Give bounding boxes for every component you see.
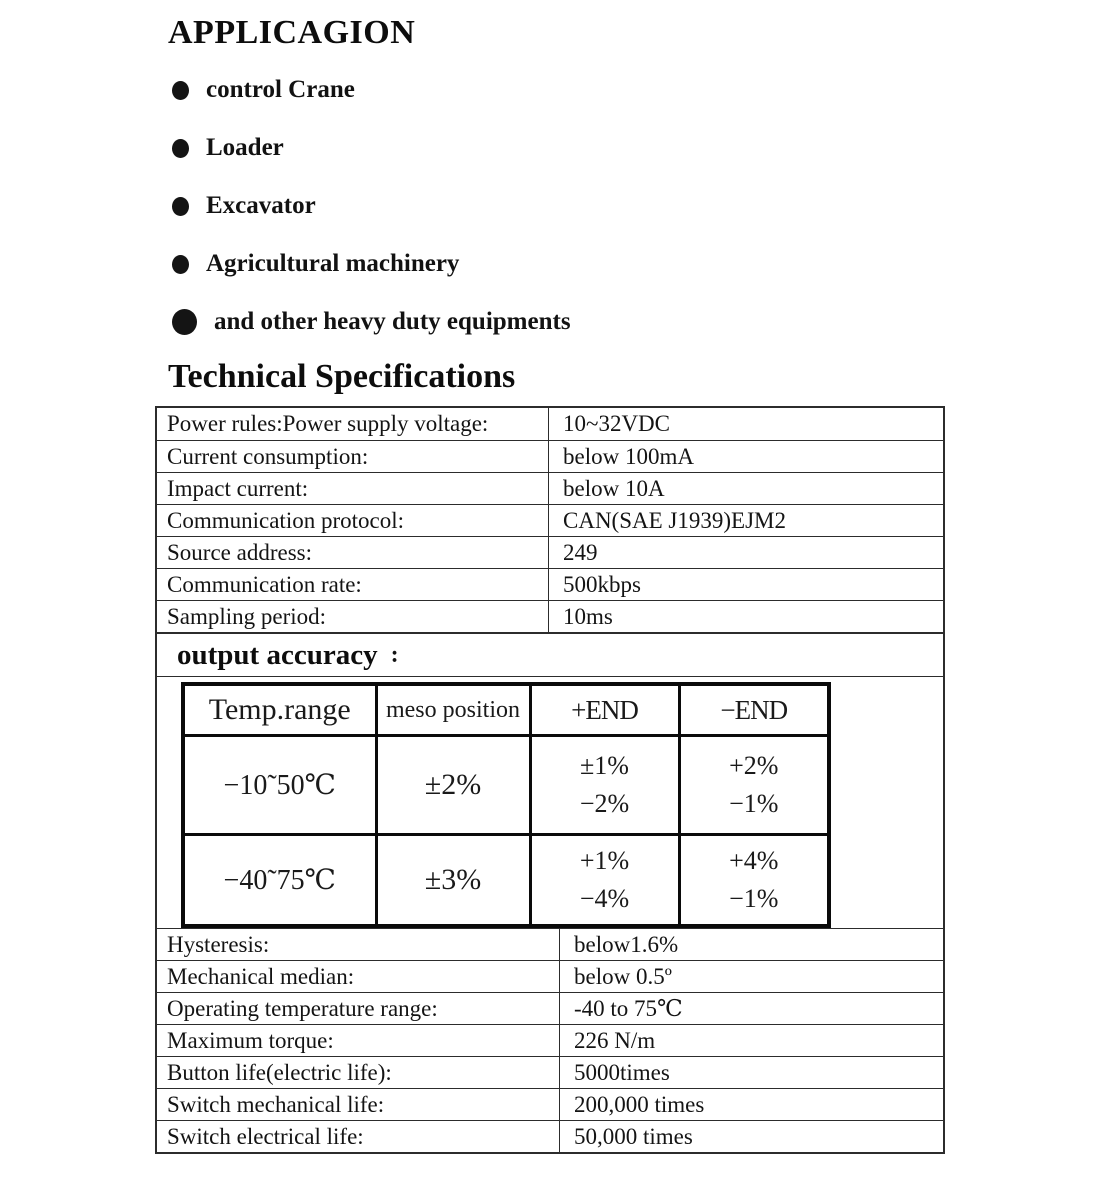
application-item: [172, 74, 1100, 106]
spec-row: [157, 960, 943, 992]
accuracy-temp-range-cell: −40˜75℃: [183, 835, 376, 927]
accuracy-meso-cell: ±2%: [376, 736, 530, 835]
spec-label: Hysteresis:: [157, 929, 560, 960]
application-item-label: Loader: [206, 134, 284, 161]
output-accuracy-colon: :: [390, 641, 399, 668]
spec-row: [157, 1024, 943, 1056]
application-item-label: control Crane: [206, 76, 355, 103]
accuracy-value-line: +4%: [729, 846, 779, 875]
spec-value: -40 to 75℃: [574, 995, 683, 1021]
spec-value: 249: [563, 539, 598, 565]
spec-value: 226 N/m: [574, 1027, 656, 1053]
spec-label: Source address:: [157, 537, 549, 568]
accuracy-minus-end-cell: [679, 835, 829, 927]
spec-value: below1.6%: [574, 931, 679, 957]
accuracy-value-line: −4%: [579, 884, 630, 913]
accuracy-value-line: −2%: [579, 789, 630, 818]
spec-row: [157, 1120, 943, 1152]
accuracy-temp-range-cell: −10˜50℃: [183, 736, 376, 835]
accuracy-data-row: [183, 835, 829, 927]
accuracy-value-line: −1%: [729, 789, 779, 818]
accuracy-value-line: +2%: [729, 751, 779, 780]
bullet-icon: [172, 255, 189, 274]
spec-value: below 100mA: [563, 443, 694, 469]
accuracy-table-row: [157, 676, 943, 928]
spec-row: [157, 600, 943, 632]
spec-value: CAN(SAE J1939)EJM2: [563, 507, 786, 533]
spec-label: Impact current:: [157, 473, 549, 504]
accuracy-plus-end-cell: [530, 835, 679, 927]
spec-row: [157, 928, 943, 960]
application-item-label: Excavator: [206, 192, 316, 219]
accuracy-header-minus-end: −END: [679, 684, 829, 736]
accuracy-header-temp-range: Temp.range: [183, 684, 376, 736]
spec-value: below 0.5º: [574, 963, 672, 989]
spec-label: Switch electrical life:: [157, 1121, 560, 1152]
section-title-technical-specifications: Technical Specifications: [168, 358, 516, 395]
accuracy-header-meso-position: meso position: [376, 684, 530, 736]
spec-value: 10~32VDC: [563, 411, 671, 436]
application-item: [172, 132, 1100, 164]
spec-label: Maximum torque:: [157, 1025, 560, 1056]
spec-label: Power rules:Power supply voltage:: [157, 408, 549, 440]
application-item: [172, 306, 1100, 338]
bullet-icon: [172, 197, 189, 216]
accuracy-value-line: ±1%: [580, 751, 629, 780]
spec-row: [157, 1088, 943, 1120]
spec-row: [157, 992, 943, 1024]
accuracy-table: [181, 682, 831, 928]
spec-value: below 10A: [563, 475, 665, 501]
accuracy-plus-end-cell: [530, 736, 679, 835]
application-item-label: and other heavy duty equipments: [214, 308, 571, 335]
accuracy-meso-cell: ±3%: [376, 835, 530, 927]
output-accuracy-row: [157, 632, 943, 676]
accuracy-value-line: −1%: [729, 884, 779, 913]
page-title: APPLICAGION: [168, 14, 416, 51]
spec-label: Sampling period:: [157, 601, 549, 632]
spec-label: Switch mechanical life:: [157, 1089, 560, 1120]
output-accuracy-heading: output accuracy: [177, 638, 378, 671]
bullet-icon: [172, 309, 197, 335]
spec-row: [157, 504, 943, 536]
spec-row: [157, 408, 943, 440]
spec-table: [155, 406, 945, 1154]
spec-value: 5000times: [574, 1059, 670, 1085]
accuracy-minus-end-cell: [679, 736, 829, 835]
application-item: [172, 190, 1100, 222]
bullet-icon: [172, 139, 189, 158]
spec-row: [157, 472, 943, 504]
spec-label: Button life(electric life):: [157, 1057, 560, 1088]
accuracy-data-row: [183, 736, 829, 835]
spec-label: Current consumption:: [157, 441, 549, 472]
spec-label: Mechanical median:: [157, 961, 560, 992]
spec-label: Communication rate:: [157, 569, 549, 600]
spec-row: [157, 440, 943, 472]
accuracy-header-row: [183, 684, 829, 736]
application-item-label: Agricultural machinery: [206, 250, 460, 277]
spec-row: [157, 568, 943, 600]
spec-value: 50,000 times: [574, 1123, 693, 1149]
spec-value: 500kbps: [563, 571, 641, 597]
application-list: [0, 74, 1100, 338]
spec-label: Communication protocol:: [157, 505, 549, 536]
spec-label: Operating temperature range:: [157, 993, 560, 1024]
accuracy-header-plus-end: +END: [530, 684, 679, 736]
spec-row: [157, 536, 943, 568]
application-item: [172, 248, 1100, 280]
accuracy-value-line: +1%: [579, 846, 630, 875]
spec-value: 200,000 times: [574, 1091, 705, 1117]
bullet-icon: [172, 81, 189, 100]
spec-row: [157, 1056, 943, 1088]
spec-value: 10ms: [563, 603, 613, 629]
